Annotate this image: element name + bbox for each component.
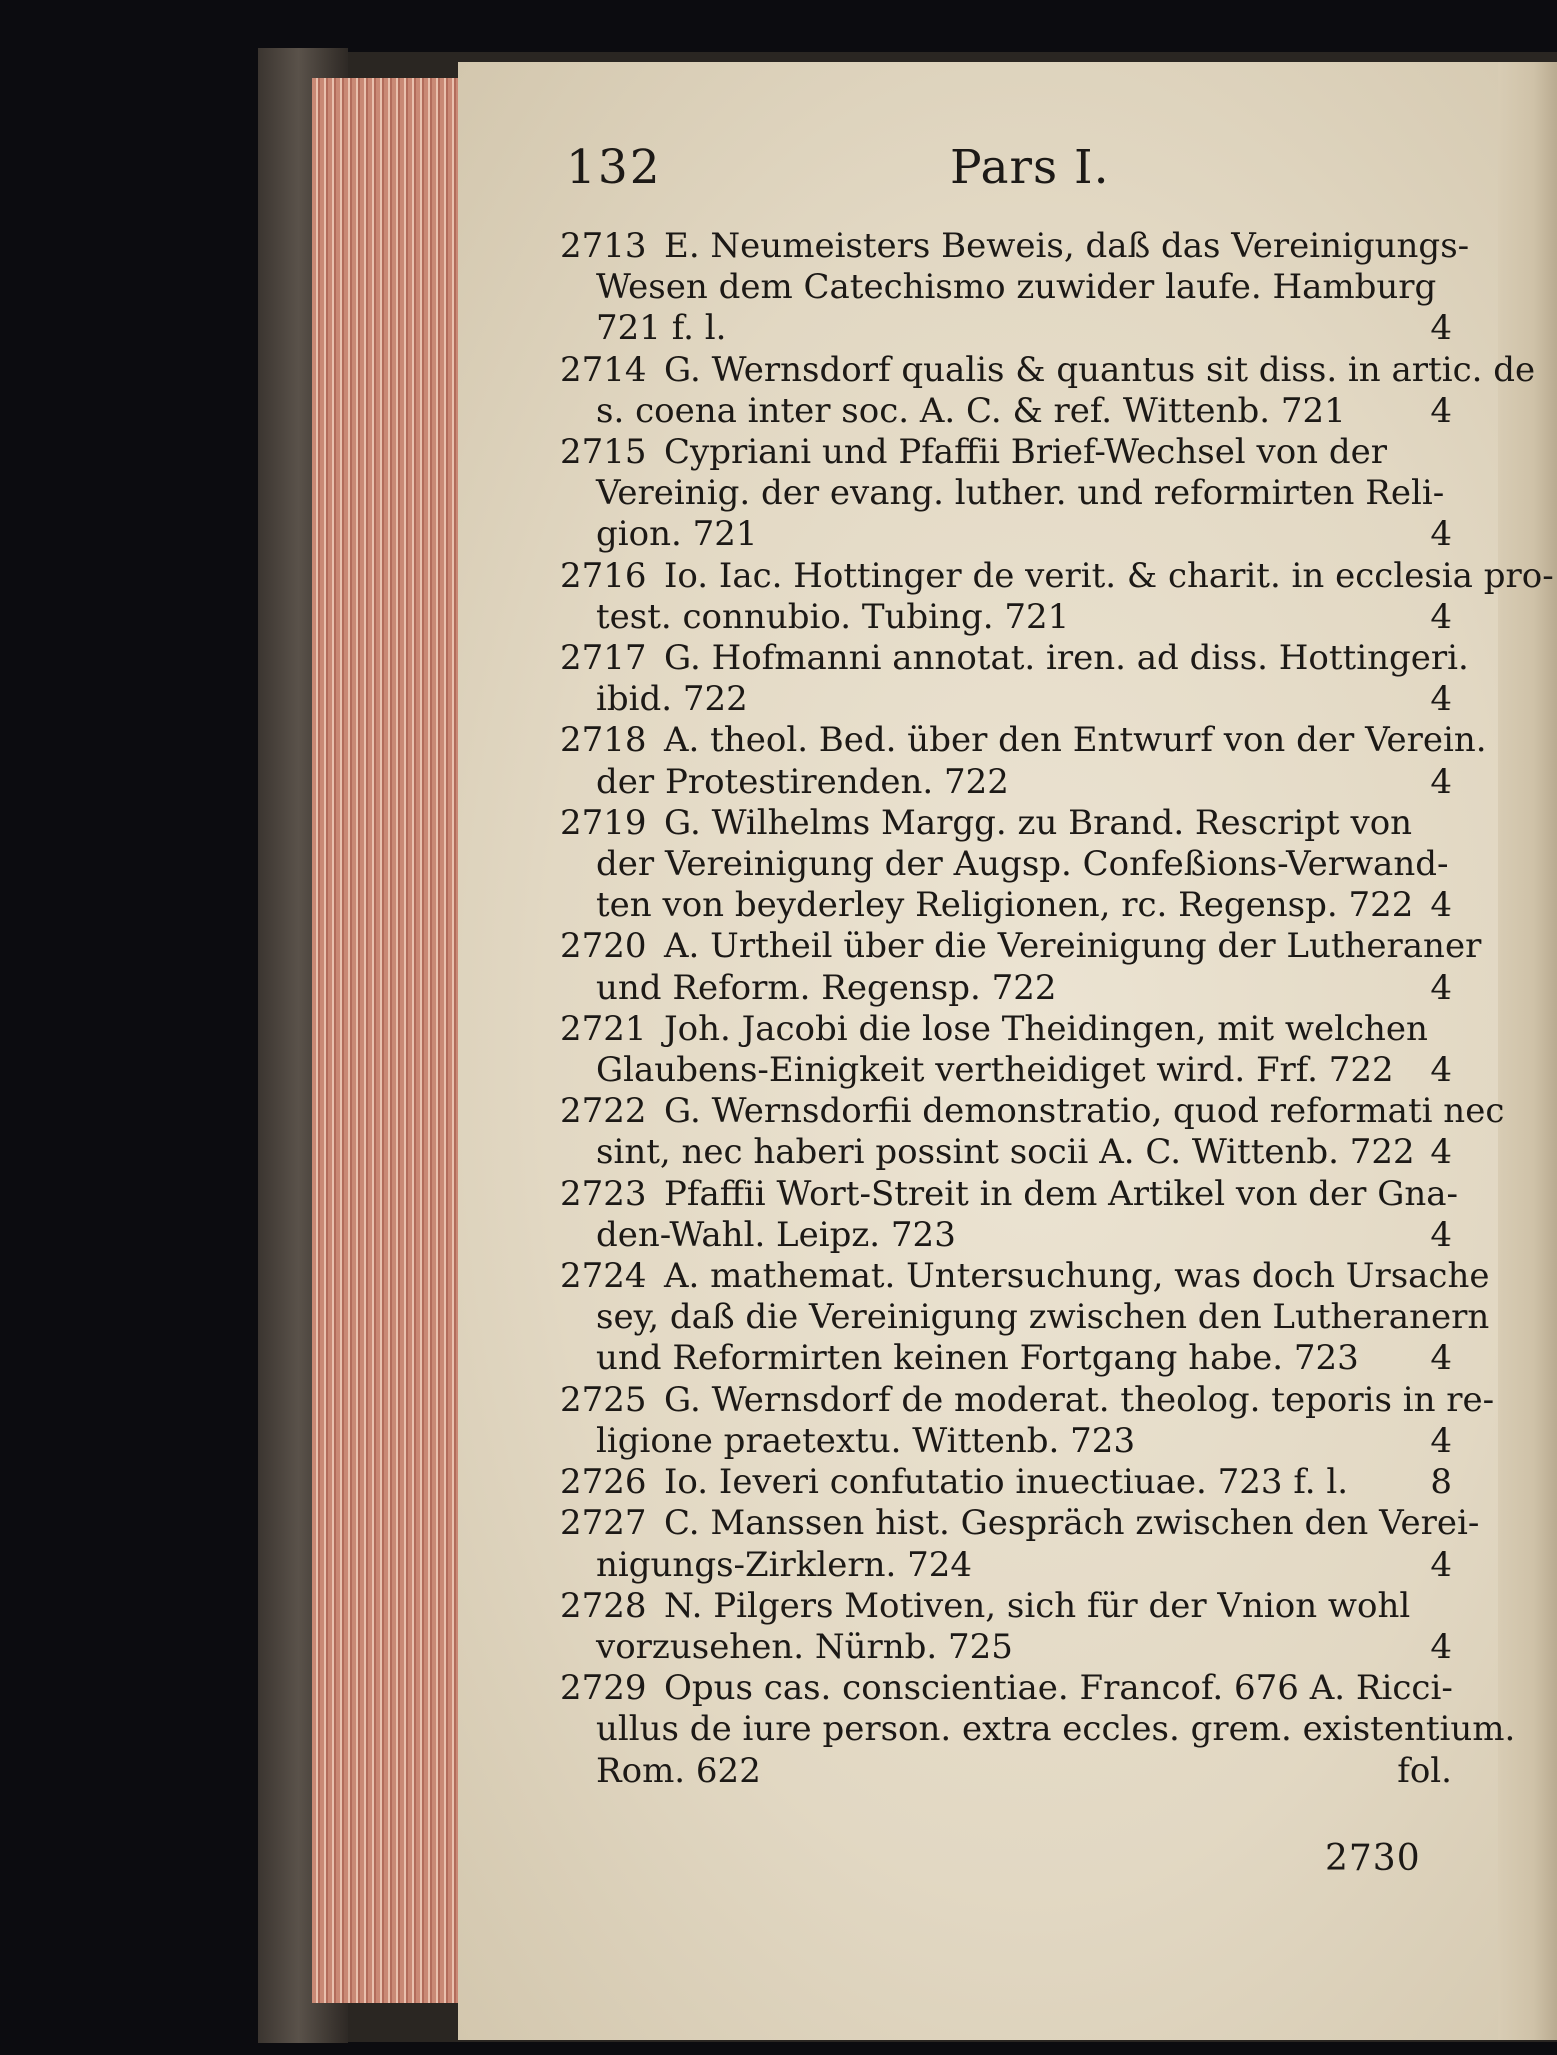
entry-text: den-Wahl. Leipz. 723	[596, 1214, 956, 1255]
entry-text: N. Pilgers Motiven, sich für der Vnion wohl	[664, 1585, 1411, 1626]
entry-text: Pfaffii Wort-Streit in dem Artikel von der Gna-	[664, 1173, 1459, 1214]
entry-continuation-line	[560, 473, 1452, 514]
entry-number: 2726	[560, 1462, 647, 1503]
entry-text: ligione praetextu. Wittenb. 723	[596, 1420, 1136, 1461]
entry-text: nigungs-Zirklern. 724	[596, 1544, 973, 1585]
entry-text: A. theol. Bed. über den Entwurf von der Verein.	[664, 720, 1487, 761]
entry-first-line	[560, 926, 1482, 967]
entry-number: 2717	[560, 638, 647, 679]
catalog-entries	[560, 226, 1554, 1792]
catalog-entry	[560, 1256, 1490, 1380]
entry-first-line	[560, 1009, 1452, 1050]
entry-format: 4	[1430, 1544, 1452, 1585]
entry-continuation-line	[560, 968, 1452, 1009]
entry-format: 4	[1430, 596, 1452, 637]
entry-format: 4	[1430, 1132, 1452, 1173]
entry-first-line	[560, 1586, 1452, 1627]
catalog-entry	[560, 432, 1452, 556]
entry-text: E. Neumeisters Beweis, daß das Vereinigungs-	[664, 226, 1470, 266]
entry-format: 4	[1430, 761, 1452, 802]
entry-text: der Vereinigung der Augsp. Confeßions-Verwand-	[596, 844, 1449, 885]
entry-first-line	[560, 1091, 1505, 1132]
entry-first-line	[560, 1379, 1495, 1421]
entry-text: gion. 721	[596, 514, 758, 555]
entry-text: sint, nec haberi possint socii A. C. Wittenb. 722	[596, 1132, 1415, 1173]
running-head: Pars I.	[950, 140, 1110, 195]
catalog-entry	[560, 1091, 1505, 1173]
page-header	[566, 140, 1466, 210]
entry-text: Glaubens-Einigkeit vertheidiget wird. Frf. 722	[596, 1050, 1394, 1091]
entry-continuation-line	[560, 267, 1452, 308]
entry-number: 2713	[560, 226, 647, 266]
catalog-entry	[560, 926, 1482, 1008]
entry-format: 4	[1430, 967, 1452, 1008]
entry-first-line	[560, 803, 1452, 844]
entry-continuation-line	[560, 679, 1452, 720]
entry-text: ibid. 722	[596, 679, 748, 720]
entry-continuation-line	[560, 1215, 1452, 1256]
entry-text: A. Urtheil über die Vereinigung der Lutheraner	[664, 926, 1482, 967]
entry-number: 2720	[560, 926, 647, 967]
catchword: 2730	[1325, 1838, 1421, 1879]
entry-text: Io. Ieveri confutatio inuectiuae. 723 f. l.	[664, 1462, 1349, 1503]
entry-continuation-line	[560, 391, 1452, 432]
entry-continuation-line	[560, 1297, 1490, 1338]
entry-format: 4	[1430, 679, 1452, 720]
entry-first-line	[560, 1503, 1480, 1544]
entry-first-line	[560, 555, 1554, 597]
entry-text: C. Manssen hist. Gespräch zwischen den Verei-	[664, 1503, 1480, 1544]
entry-format: 4	[1430, 1338, 1452, 1379]
entry-text: ten von beyderley Religionen, rc. Regensp. 722	[596, 885, 1414, 926]
entry-format: 4	[1430, 885, 1452, 926]
catalog-entry	[560, 1462, 1452, 1503]
entry-format: 4	[1430, 514, 1452, 555]
entry-text: Wesen dem Catechismo zuwider laufe. Hamburg	[596, 267, 1437, 308]
entry-continuation-line	[560, 1751, 1452, 1792]
catalog-entry	[560, 720, 1487, 802]
entry-text: A. mathemat. Untersuchung, was doch Ursache	[664, 1256, 1490, 1297]
entry-format: 4	[1430, 1050, 1452, 1091]
entry-first-line	[560, 349, 1536, 391]
entry-continuation-line	[560, 597, 1452, 638]
entry-number: 2727	[560, 1503, 647, 1544]
entry-continuation-line	[560, 308, 1452, 349]
page-edges	[312, 78, 461, 2003]
entry-first-line	[560, 226, 1470, 267]
entry-text: s. coena inter soc. A. C. & ref. Wittenb. 721	[596, 390, 1346, 431]
entry-continuation-line	[560, 844, 1452, 885]
entry-format: fol.	[1397, 1750, 1452, 1791]
catalog-entry	[560, 555, 1554, 638]
entry-continuation-line	[560, 1709, 1516, 1750]
entry-first-line	[560, 1668, 1452, 1709]
entry-format: 4	[1430, 1626, 1452, 1667]
entry-first-line	[560, 432, 1452, 473]
catalog-entry	[560, 803, 1452, 927]
entry-number: 2716	[560, 555, 647, 596]
entry-continuation-line	[560, 1545, 1452, 1586]
entry-format: 4	[1430, 1214, 1452, 1255]
entry-text: G. Wernsdorf de moderat. theolog. teporis in re-	[664, 1379, 1495, 1420]
catalog-entry	[560, 349, 1536, 432]
catalog-entry	[560, 638, 1469, 720]
entry-continuation-line	[560, 762, 1452, 803]
entry-text: Vereinig. der evang. luther. und reformirten Reli-	[596, 473, 1445, 514]
catalog-entry	[560, 1503, 1480, 1585]
entry-number: 2725	[560, 1379, 647, 1420]
entry-first-line	[560, 1173, 1459, 1215]
entry-text: und Reformirten keinen Fortgang habe. 723	[596, 1338, 1359, 1379]
entry-text: Opus cas. conscientiae. Francof. 676 A. Ricci-	[664, 1668, 1453, 1709]
catalog-entry	[560, 1668, 1516, 1792]
entry-number: 2728	[560, 1585, 647, 1626]
entry-first-line	[560, 720, 1487, 761]
entry-format: 4	[1430, 390, 1452, 431]
entry-number: 2724	[560, 1256, 647, 1297]
catalog-entry	[560, 1173, 1459, 1256]
entry-text: G. Wernsdorfii demonstratio, quod reformati nec	[664, 1091, 1505, 1132]
entry-text: 721 f. l.	[596, 308, 727, 349]
entry-continuation-line	[560, 514, 1452, 555]
catalog-entry	[560, 1586, 1452, 1668]
entry-number: 2714	[560, 349, 647, 390]
entry-text: Cypriani und Pfaffii Brief-Wechsel von der	[664, 432, 1388, 473]
page-number: 132	[566, 140, 662, 195]
entry-continuation-line	[560, 1132, 1452, 1173]
catalog-entry	[560, 226, 1470, 350]
entry-first-line	[560, 1462, 1452, 1503]
entry-text: test. connubio. Tubing. 721	[596, 596, 1070, 637]
entry-format: 4	[1430, 1420, 1452, 1461]
entry-continuation-line	[560, 1421, 1452, 1462]
entry-text: Io. Iac. Hottinger de verit. & charit. in ecclesia pro-	[664, 555, 1554, 596]
entry-text: und Reform. Regensp. 722	[596, 967, 1057, 1008]
catalog-entry	[560, 1009, 1452, 1091]
entry-continuation-line	[560, 1338, 1452, 1379]
catalog-entry	[560, 1379, 1495, 1462]
entry-format: 4	[1430, 308, 1452, 349]
entry-text: Rom. 622	[596, 1750, 761, 1791]
entry-first-line	[560, 638, 1469, 679]
entry-first-line	[560, 1256, 1490, 1297]
entry-text: ullus de iure person. extra eccles. grem. existentium.	[596, 1709, 1516, 1750]
entry-continuation-line	[560, 1627, 1452, 1668]
entry-number: 2718	[560, 720, 647, 761]
entry-number: 2715	[560, 432, 647, 473]
entry-text: Joh. Jacobi die lose Theidingen, mit welchen	[664, 1008, 1428, 1049]
entry-number: 2723	[560, 1173, 647, 1214]
entry-number: 2721	[560, 1008, 647, 1049]
entry-number: 2719	[560, 802, 647, 843]
entry-format: 8	[1430, 1462, 1452, 1503]
entry-text: vorzusehen. Nürnb. 725	[596, 1626, 1013, 1667]
entry-text: der Protestirenden. 722	[596, 761, 1009, 802]
entry-text: G. Wernsdorf qualis & quantus sit diss. in artic. de	[664, 349, 1536, 390]
entry-text: G. Wilhelms Margg. zu Brand. Rescript von	[664, 802, 1413, 843]
entry-number: 2729	[560, 1668, 647, 1709]
entry-number: 2722	[560, 1091, 647, 1132]
entry-continuation-line	[560, 885, 1452, 926]
entry-text: G. Hofmanni annotat. iren. ad diss. Hottingeri.	[664, 638, 1469, 679]
entry-continuation-line	[560, 1050, 1452, 1091]
entry-text: sey, daß die Vereinigung zwischen den Lutheranern	[596, 1297, 1490, 1338]
